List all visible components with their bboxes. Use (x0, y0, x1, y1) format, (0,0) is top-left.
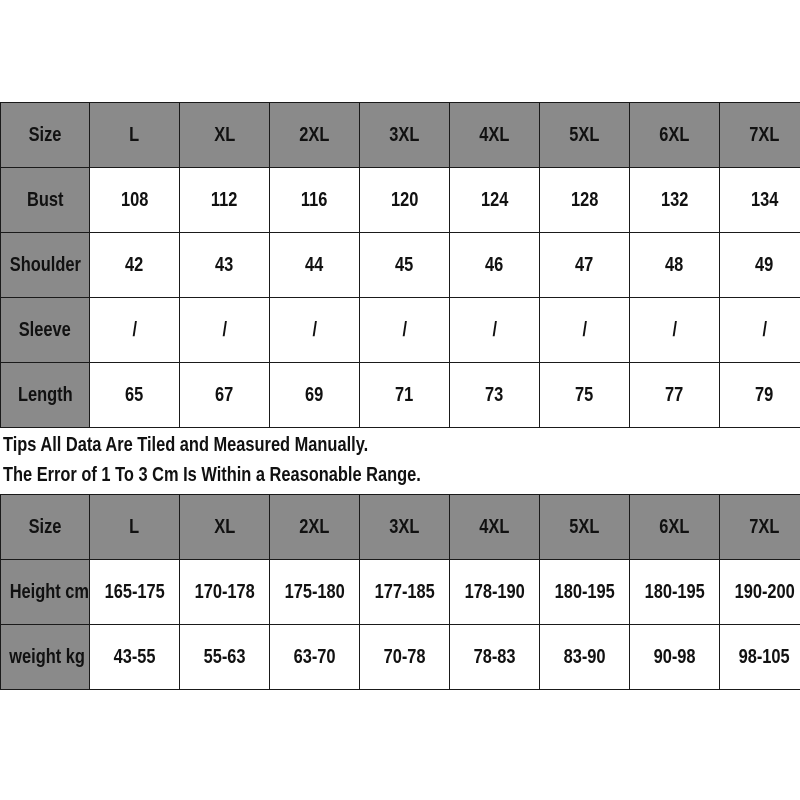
row-label-cell (1, 363, 90, 428)
value-cell (360, 298, 450, 363)
value-text: 128 (570, 188, 599, 211)
value-text: / (132, 318, 137, 341)
value-text: 98-105 (738, 645, 791, 668)
row-label-text: Shoulder (9, 253, 81, 276)
cell-text: 2XL (299, 515, 330, 538)
value-text: 108 (120, 188, 149, 211)
header-label-cell (1, 103, 90, 168)
value-cell (90, 233, 180, 298)
value-cell (360, 233, 450, 298)
value-text: 180-195 (554, 580, 615, 603)
table-row (1, 625, 800, 690)
value-text: 79 (755, 383, 774, 406)
value-text: 83-90 (563, 645, 606, 668)
value-cell (630, 168, 720, 233)
value-cell (360, 363, 450, 428)
value-cell (720, 168, 800, 233)
value-cell (720, 233, 800, 298)
value-text: 78-83 (473, 645, 516, 668)
value-text: 180-195 (644, 580, 705, 603)
value-cell (720, 560, 800, 625)
measurement-table (0, 102, 800, 428)
value-text: 70-78 (383, 645, 426, 668)
tips-line-1: Tips All Data Are Tiled and Measured Manually. (3, 434, 369, 456)
size-header-cell (180, 495, 270, 560)
value-text: 134 (750, 188, 779, 211)
value-cell (270, 625, 360, 690)
value-text: 55-63 (203, 645, 246, 668)
size-header-cell (540, 495, 630, 560)
row-label-text: Bust (26, 188, 64, 211)
cell-text: 6XL (659, 123, 690, 146)
table-row (1, 363, 800, 428)
cell-text: 6XL (659, 515, 690, 538)
value-cell (180, 363, 270, 428)
value-text: 67 (215, 383, 234, 406)
value-cell (180, 233, 270, 298)
cell-text: Size (28, 515, 62, 538)
value-cell (90, 625, 180, 690)
row-label-cell (1, 233, 90, 298)
size-header-cell (270, 495, 360, 560)
value-cell (270, 168, 360, 233)
size-header-cell (450, 495, 540, 560)
value-text: / (312, 318, 317, 341)
value-cell (270, 363, 360, 428)
value-text: 178-190 (464, 580, 525, 603)
row-label-cell (1, 298, 90, 363)
value-cell (720, 363, 800, 428)
tips-line-2: The Error of 1 To 3 Cm Is Within a Reasonable Range. (3, 464, 421, 486)
value-text: 71 (395, 383, 414, 406)
value-text: 124 (480, 188, 509, 211)
value-cell (540, 168, 630, 233)
value-text: / (762, 318, 767, 341)
value-cell (630, 363, 720, 428)
value-text: 49 (755, 253, 774, 276)
cell-text: XL (214, 123, 235, 146)
header-row (1, 495, 800, 560)
value-cell (360, 168, 450, 233)
value-cell (90, 560, 180, 625)
table-row (1, 560, 800, 625)
value-text: 132 (660, 188, 689, 211)
row-label-text: weight kg (9, 645, 85, 668)
value-cell (450, 298, 540, 363)
value-cell (450, 560, 540, 625)
cell-text: 7XL (749, 515, 780, 538)
value-cell (90, 298, 180, 363)
value-cell (450, 233, 540, 298)
value-text: 44 (305, 253, 324, 276)
value-cell (720, 298, 800, 363)
value-cell (630, 298, 720, 363)
table-row (1, 168, 800, 233)
header-label-cell (1, 495, 90, 560)
value-cell (360, 560, 450, 625)
value-text: 120 (390, 188, 419, 211)
value-cell (180, 168, 270, 233)
value-text: 90-98 (653, 645, 696, 668)
row-label-text: Height cm (9, 580, 89, 603)
size-header-cell (90, 103, 180, 168)
size-header-cell (270, 103, 360, 168)
value-text: 43-55 (113, 645, 156, 668)
value-text: 112 (211, 188, 238, 211)
cell-text: 7XL (749, 123, 780, 146)
value-cell (540, 560, 630, 625)
cell-text: 5XL (569, 123, 600, 146)
cell-text: 5XL (569, 515, 600, 538)
row-label-cell (1, 625, 90, 690)
size-header-cell (90, 495, 180, 560)
size-header-cell (360, 103, 450, 168)
value-cell (180, 298, 270, 363)
value-text: 42 (125, 253, 144, 276)
size-header-cell (180, 103, 270, 168)
value-text: 170-178 (194, 580, 255, 603)
value-text: 73 (485, 383, 504, 406)
size-header-cell (630, 495, 720, 560)
value-cell (540, 233, 630, 298)
value-text: 47 (575, 253, 594, 276)
value-text: 48 (665, 253, 684, 276)
value-cell (90, 363, 180, 428)
value-cell (540, 625, 630, 690)
cell-text: Size (28, 123, 62, 146)
value-cell (720, 625, 800, 690)
header-row (1, 103, 800, 168)
size-header-cell (630, 103, 720, 168)
value-cell (360, 625, 450, 690)
value-text: 43 (215, 253, 234, 276)
size-header-cell (360, 495, 450, 560)
value-cell (450, 168, 540, 233)
value-cell (540, 298, 630, 363)
value-text: / (222, 318, 227, 341)
size-header-cell (720, 495, 800, 560)
value-cell (540, 363, 630, 428)
value-text: 45 (395, 253, 414, 276)
size-header-cell (720, 103, 800, 168)
cell-text: L (129, 123, 140, 146)
value-cell (180, 560, 270, 625)
value-text: 65 (125, 383, 144, 406)
value-text: / (492, 318, 497, 341)
value-text: / (402, 318, 407, 341)
value-text: / (672, 318, 677, 341)
value-text: 46 (485, 253, 504, 276)
row-label-cell (1, 168, 90, 233)
fit-table (0, 494, 800, 690)
size-header-cell (450, 103, 540, 168)
cell-text: 2XL (299, 123, 330, 146)
value-text: 63-70 (293, 645, 336, 668)
value-text: 69 (305, 383, 324, 406)
value-text: 116 (301, 188, 328, 211)
row-label-text: Sleeve (19, 318, 71, 341)
value-text: 77 (665, 383, 684, 406)
size-header-cell (540, 103, 630, 168)
cell-text: 3XL (389, 123, 420, 146)
cell-text: 4XL (479, 515, 510, 538)
table-row (1, 298, 800, 363)
table-row (1, 233, 800, 298)
value-text: / (582, 318, 587, 341)
value-cell (630, 560, 720, 625)
value-text: 175-180 (284, 580, 345, 603)
value-text: 165-175 (104, 580, 165, 603)
cell-text: 3XL (389, 515, 420, 538)
value-text: 177-185 (374, 580, 435, 603)
value-text: 75 (575, 383, 594, 406)
cell-text: XL (214, 515, 235, 538)
value-cell (180, 625, 270, 690)
value-text: 190-200 (734, 580, 795, 603)
value-cell (450, 625, 540, 690)
value-cell (630, 625, 720, 690)
value-cell (630, 233, 720, 298)
value-cell (270, 298, 360, 363)
value-cell (270, 233, 360, 298)
cell-text: 4XL (479, 123, 510, 146)
cell-text: L (129, 515, 140, 538)
row-label-cell (1, 560, 90, 625)
value-cell (270, 560, 360, 625)
value-cell (90, 168, 180, 233)
row-label-text: Length (17, 383, 73, 406)
value-cell (450, 363, 540, 428)
